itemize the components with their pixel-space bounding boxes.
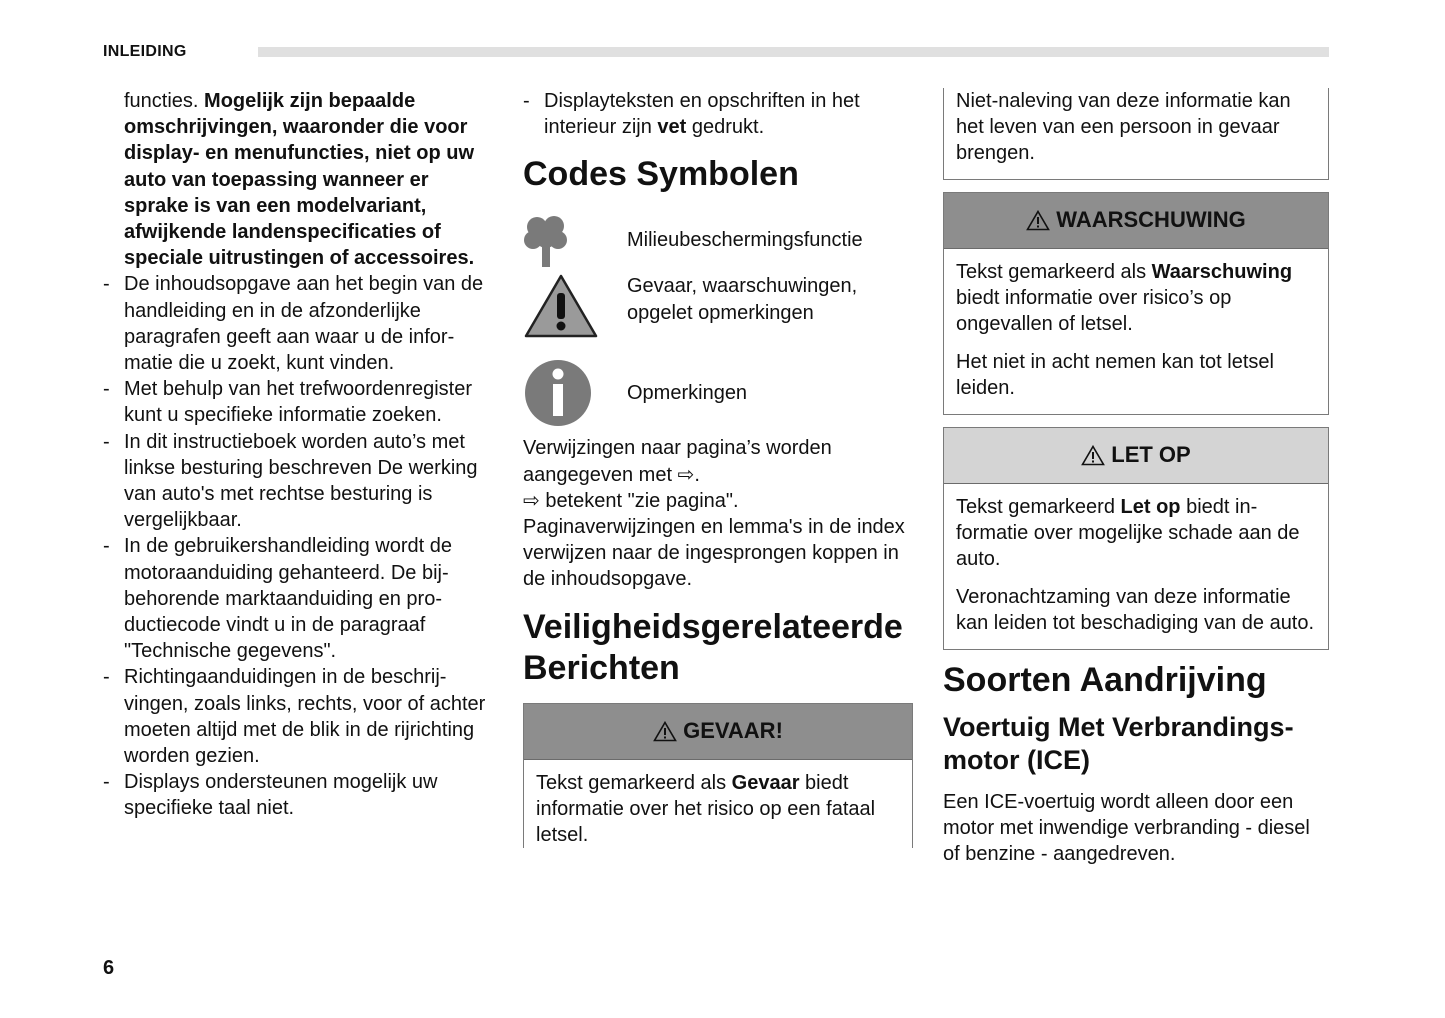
column-3 bbox=[943, 88, 1329, 867]
safety-messages-heading: Veiligheidsgerelateerde Berichten bbox=[523, 607, 903, 687]
tree-icon bbox=[523, 213, 627, 267]
codes-symbols-heading: Codes Symbolen bbox=[523, 155, 799, 194]
warning-notice-body: Tekst gemarkeerd als Waarschuwing biedt informatie over risico’s op ongevallen of letsel. Het niet in acht nemen kan tot letsel leiden. bbox=[956, 260, 1293, 400]
list-item: - In de gebruikershandleiding wordt de motoraanduiding gehanteerd. De bijbehorende marktaanduiding en productiecode vindt u in de paragraaf "Technische gegevens". bbox=[103, 535, 452, 663]
list-item: - De inhoudsopgave aan het begin van de handleiding en in de afzonderlijke paragrafen geeft aan waar u de informatie die u zoekt, kunt vinden. bbox=[103, 273, 484, 375]
column-2 bbox=[523, 88, 913, 848]
symbol-row-environment bbox=[523, 211, 913, 269]
list-item: - Met behulp van het trefwoordenregister kunt u specifieke informatie zoeken. bbox=[103, 378, 472, 427]
symbol-label: Gevaar, waarschuwingen, opgelet opmerkingen bbox=[627, 275, 858, 324]
list-item: - Displays ondersteunen mogelijk uw specifieke taal niet. bbox=[103, 771, 438, 820]
ice-description: Een ICE-voertuig wordt alleen door een motor met inwendige verbranding - diesel of benzine - aangedreven. bbox=[943, 790, 1310, 866]
danger-notice-box bbox=[523, 703, 913, 849]
warning-notice-box bbox=[943, 192, 1329, 415]
intro-bold: Mogelijk zijn bepaalde omschrijvingen, waaronder die voor display- en menufuncties, niet op uw auto van toepassing wanneer er sprake is van een modelvariant, afwijkende landenspecificaties of speciale uitrustingen of accessoires. bbox=[124, 90, 475, 270]
caution-heading: LET OP bbox=[1111, 442, 1191, 468]
column-1 bbox=[103, 88, 493, 822]
reference-text-2: ⇨ betekent "zie pagina". bbox=[523, 489, 739, 512]
symbol-row-warning bbox=[523, 273, 913, 353]
symbol-label: Milieubeschermingsfunctie bbox=[627, 229, 863, 252]
ice-vehicle-heading: Voertuig Met Verbrandingsmotor (ICE) bbox=[943, 711, 1294, 775]
danger-continuation-text: Niet-naleving van deze informatie kan het leven van een persoon in gevaar brengen. bbox=[956, 90, 1291, 165]
warning-triangle-icon bbox=[523, 273, 627, 339]
symbol-label: Opmerkingen bbox=[627, 382, 748, 405]
section-header-label: INLEIDING bbox=[103, 43, 187, 60]
danger-heading: GEVAAR! bbox=[683, 718, 783, 744]
warning-heading: WAARSCHUWING bbox=[1056, 207, 1246, 233]
caution-notice-box bbox=[943, 427, 1329, 650]
danger-notice-header bbox=[524, 704, 912, 760]
drive-types-heading: Soorten Aandrijving bbox=[943, 660, 1267, 699]
header-rule bbox=[258, 47, 1329, 57]
caution-notice-body: Tekst gemarkeerd Let op biedt informatie over mogelijke schade aan de auto. Veronachtzaming van deze informatie kan leiden tot beschadiging van de auto. bbox=[956, 495, 1315, 635]
danger-notice-continuation bbox=[943, 88, 1329, 180]
symbol-row-info bbox=[523, 355, 913, 431]
warning-small-icon bbox=[653, 721, 677, 742]
reference-text-3: Paginaverwijzingen en lemma's in de index verwijzen naar de ingesprongen koppen in de inhoudsopgave. bbox=[523, 516, 905, 591]
info-icon bbox=[523, 358, 627, 428]
intro-normal: functies. bbox=[124, 90, 205, 112]
reference-text-1: Verwijzingen naar pagina’s worden aangegeven met ⇨. bbox=[523, 437, 832, 486]
page-number: 6 bbox=[103, 957, 115, 979]
caution-notice-header bbox=[944, 428, 1328, 484]
list-item: - Richtingaanduidingen in de beschrijvingen, zoals links, rechts, voor of achter moeten altijd met de blik in de rijrichting worden gezien. bbox=[103, 666, 486, 768]
warning-small-icon bbox=[1081, 445, 1105, 466]
warning-notice-header bbox=[944, 193, 1328, 249]
danger-notice-body: Tekst gemarkeerd als Gevaar biedt informatie over het risico op een fataal letsel. bbox=[536, 771, 876, 847]
warning-small-icon bbox=[1026, 210, 1050, 231]
list-item: - Displayteksten en opschriften in het interieur zijn vet gedrukt. bbox=[523, 90, 860, 139]
intro-paragraph bbox=[103, 88, 493, 271]
list-item: - In dit instructieboek worden auto’s met linkse besturing beschreven De werking van auto's met rechtse besturing is vergelijkbaar. bbox=[103, 430, 478, 532]
